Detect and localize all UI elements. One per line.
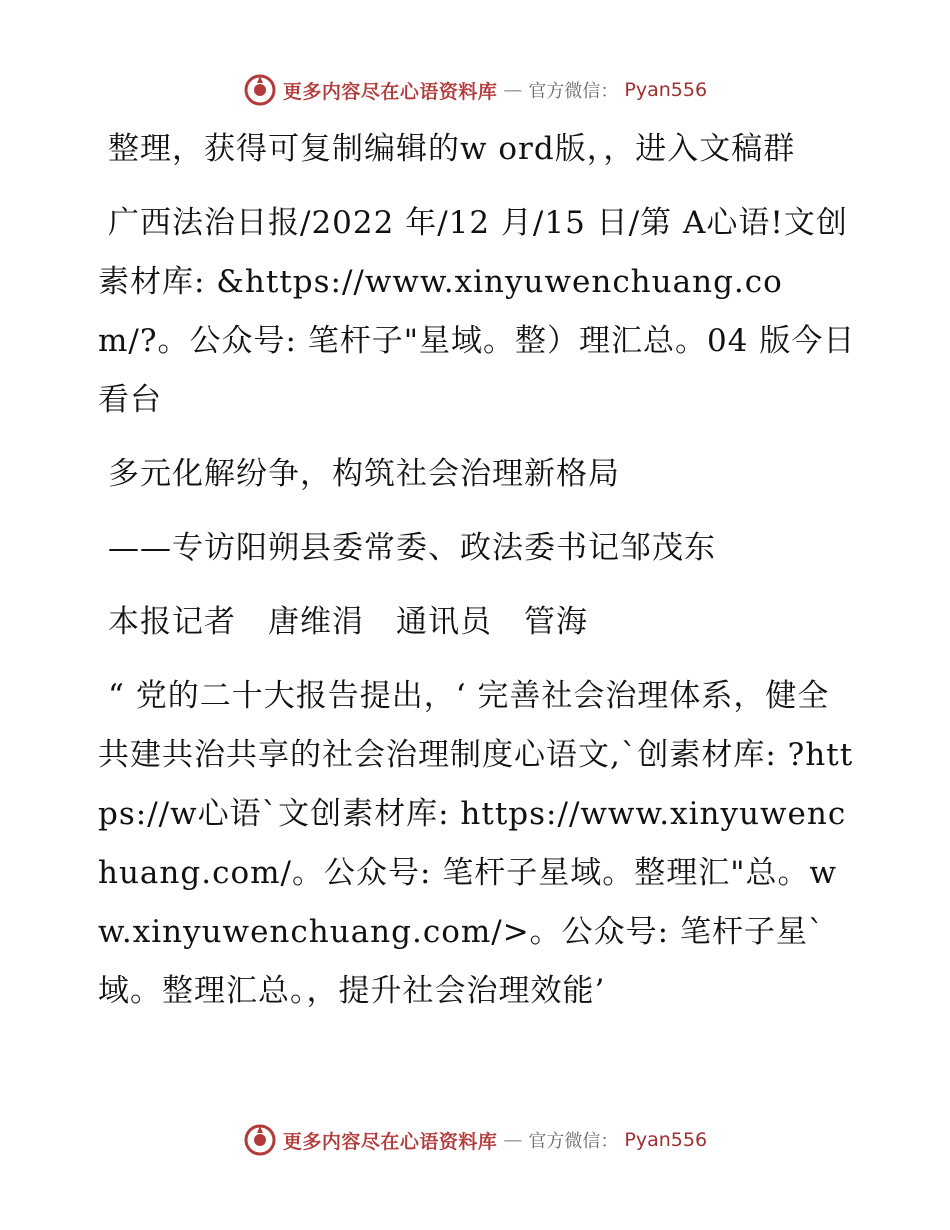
banner-separator: —	[503, 79, 523, 101]
article-byline: 本报记者 唐维涓 通讯员 管海	[108, 604, 588, 640]
banner-wechat-id: Pyan556	[624, 1129, 708, 1151]
article-subtitle: ——专访阳朔县委常委、政法委书记邹茂东	[108, 530, 716, 566]
banner-label: 官方微信：	[528, 1131, 619, 1152]
paragraph-intro: 整理，获得可复制编辑的w ord版，，进入文稿群	[108, 131, 796, 167]
footer-banner	[0, 1122, 950, 1158]
document-body	[98, 120, 858, 1036]
paragraph-body: “ 党的二十大报告提出，‘ 完善社会治理体系，健全共建共治共享的社会治理制度心语文,`创素材库: ?https://w心语`文创素材库: https://www.xinyuwenchuang.com/。公众号: 笔杆子星域。整理汇"总。ww.xinyuwenchuang.com/>。公众号: 笔杆子星`域。整理汇总。，提升社会治理效能’	[98, 678, 854, 1009]
banner-main-text: 更多内容尽在心语资料库	[282, 1130, 498, 1153]
brand-logo-icon	[243, 73, 277, 107]
brand-logo-icon	[243, 1123, 277, 1157]
banner-separator: —	[503, 1129, 523, 1151]
article-title: 多元化解纷争，构筑社会治理新格局	[108, 456, 620, 492]
paragraph-source: 广西法治日报/2022 年/12 月/15 日/第 A心语!文创素材库: &https://www.xinyuwenchuang.com/?。公众号: 笔杆子"星域。整）理汇总。04 版今日看台	[98, 205, 856, 418]
header-banner	[0, 72, 950, 108]
banner-main-text: 更多内容尽在心语资料库	[282, 80, 498, 103]
banner-wechat-id: Pyan556	[624, 79, 708, 101]
banner-label: 官方微信：	[528, 81, 619, 102]
